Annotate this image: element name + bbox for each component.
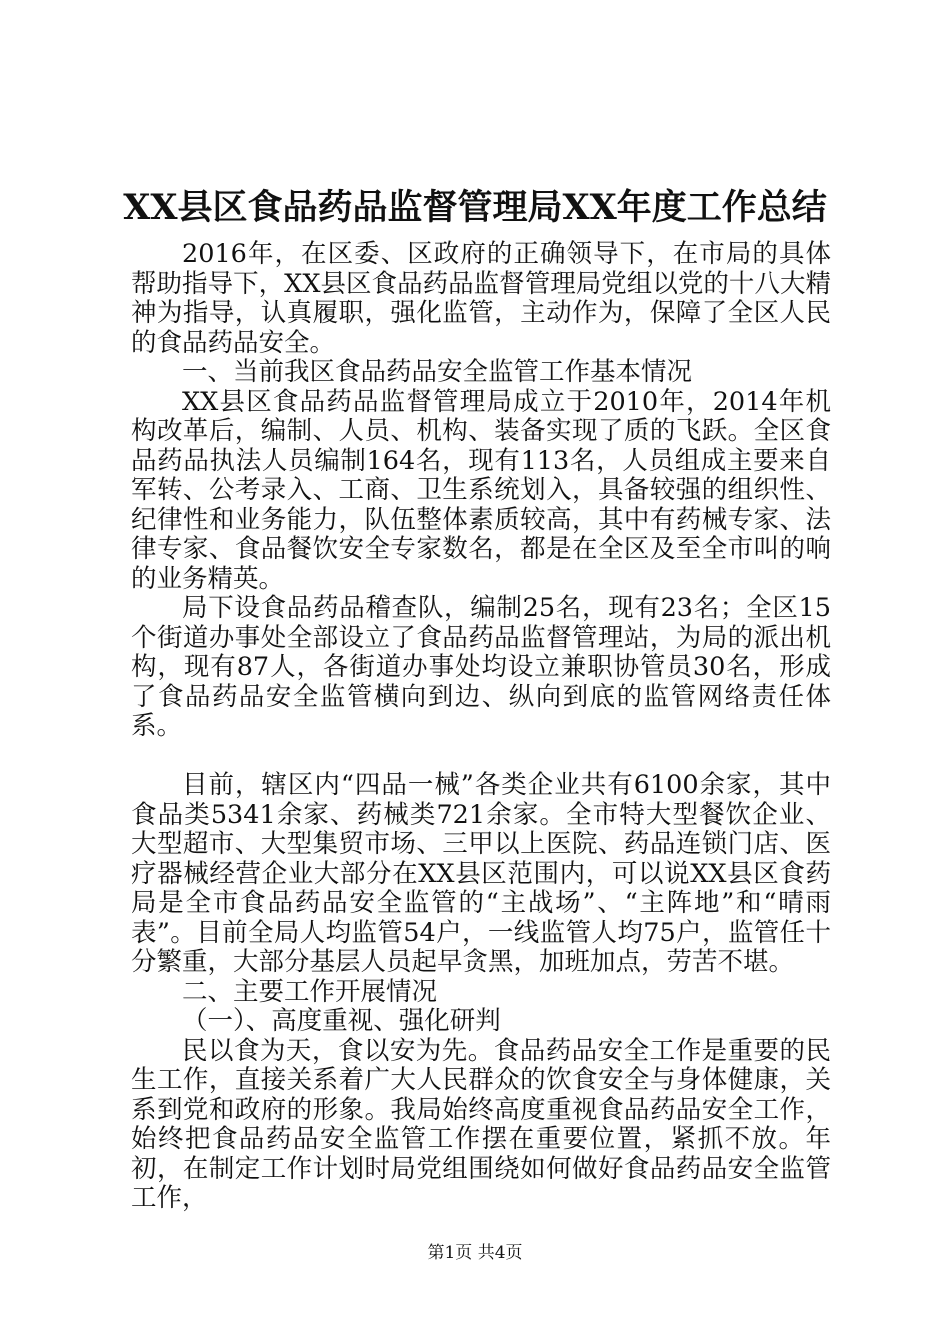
paragraph-inspection-team: 局下设食品药品稽查队，编制25名，现有23名；全区15个街道办事处全部设立了食品药品监督管理站，为局的派出机构，现有87人，各街道办事处均设立兼职协管员30名，形成了食品药品安全监管横向到边、纵向到底的监管网络责任体系。 xyxy=(131,593,831,741)
paragraph-bureau-overview: XX县区食品药品监督管理局成立于2010年，2014年机构改革后，编制、人员、机构、装备实现了质的飞跃。全区食品药品执法人员编制164名，现有113名，人员组成主要来自军转、公考录入、工商、卫生系统划入，具备较强的组织性、纪律性和业务能力，队伍整体素质较高，其中有药械专家、法律专家、食品餐饮安全专家数名，都是在全区及至全市叫的响的业务精英。 xyxy=(131,386,831,594)
subsection-heading-1: （一）、高度重视、强化研判 xyxy=(182,1006,501,1036)
section-heading-2: 二、主要工作开展情况 xyxy=(182,976,438,1007)
paragraph-food-safety: 民以食为天，食以安为先。食品药品安全工作是重要的民生工作，直接关系着广大人民群众的饮食安全与身体健康，关系到党和政府的形象。我局始终高度重视食品药品安全工作，始终把食品药品安全监管工作摆在重要位置，紧抓不放。年初，在制定工作计划时局党组围绕如何做好食品药品安全监管工作， xyxy=(131,1035,831,1213)
paragraph-intro: 2016年，在区委、区政府的正确领导下，在市局的具体帮助指导下，XX县区食品药品监督管理局党组以党的十八大精神为指导，认真履职，强化监管，主动作为，保障了全区人民的食品药品安全。 xyxy=(131,239,831,358)
paragraph-spacer xyxy=(131,742,831,772)
document-body xyxy=(131,240,831,1214)
paragraph-enterprises: 目前，辖区内“四品一械”各类企业共有6100余家，其中食品类5341余家、药械类721余家。全市特大型餐饮企业、大型超市、大型集贸市场、三甲以上医院、药品连锁门店、医疗器械经营企业大部分在XX县区范围内，可以说XX县区食药局是全市食品药品安全监管的“主战场”、“主阵地”和“晴雨表”。目前全局人均监管54户，一线监管人均75户，监管任十分繁重，大部分基层人员起早贪黑，加班加点，劳苦不堪。 xyxy=(131,770,831,977)
document-title: XX县区食品药品监督管理局XX年度工作总结 xyxy=(123,187,827,228)
page-footer: 第1页 共4页 xyxy=(427,1243,523,1263)
section-heading-1: 一、当前我区食品药品安全监管工作基本情况 xyxy=(182,357,693,387)
